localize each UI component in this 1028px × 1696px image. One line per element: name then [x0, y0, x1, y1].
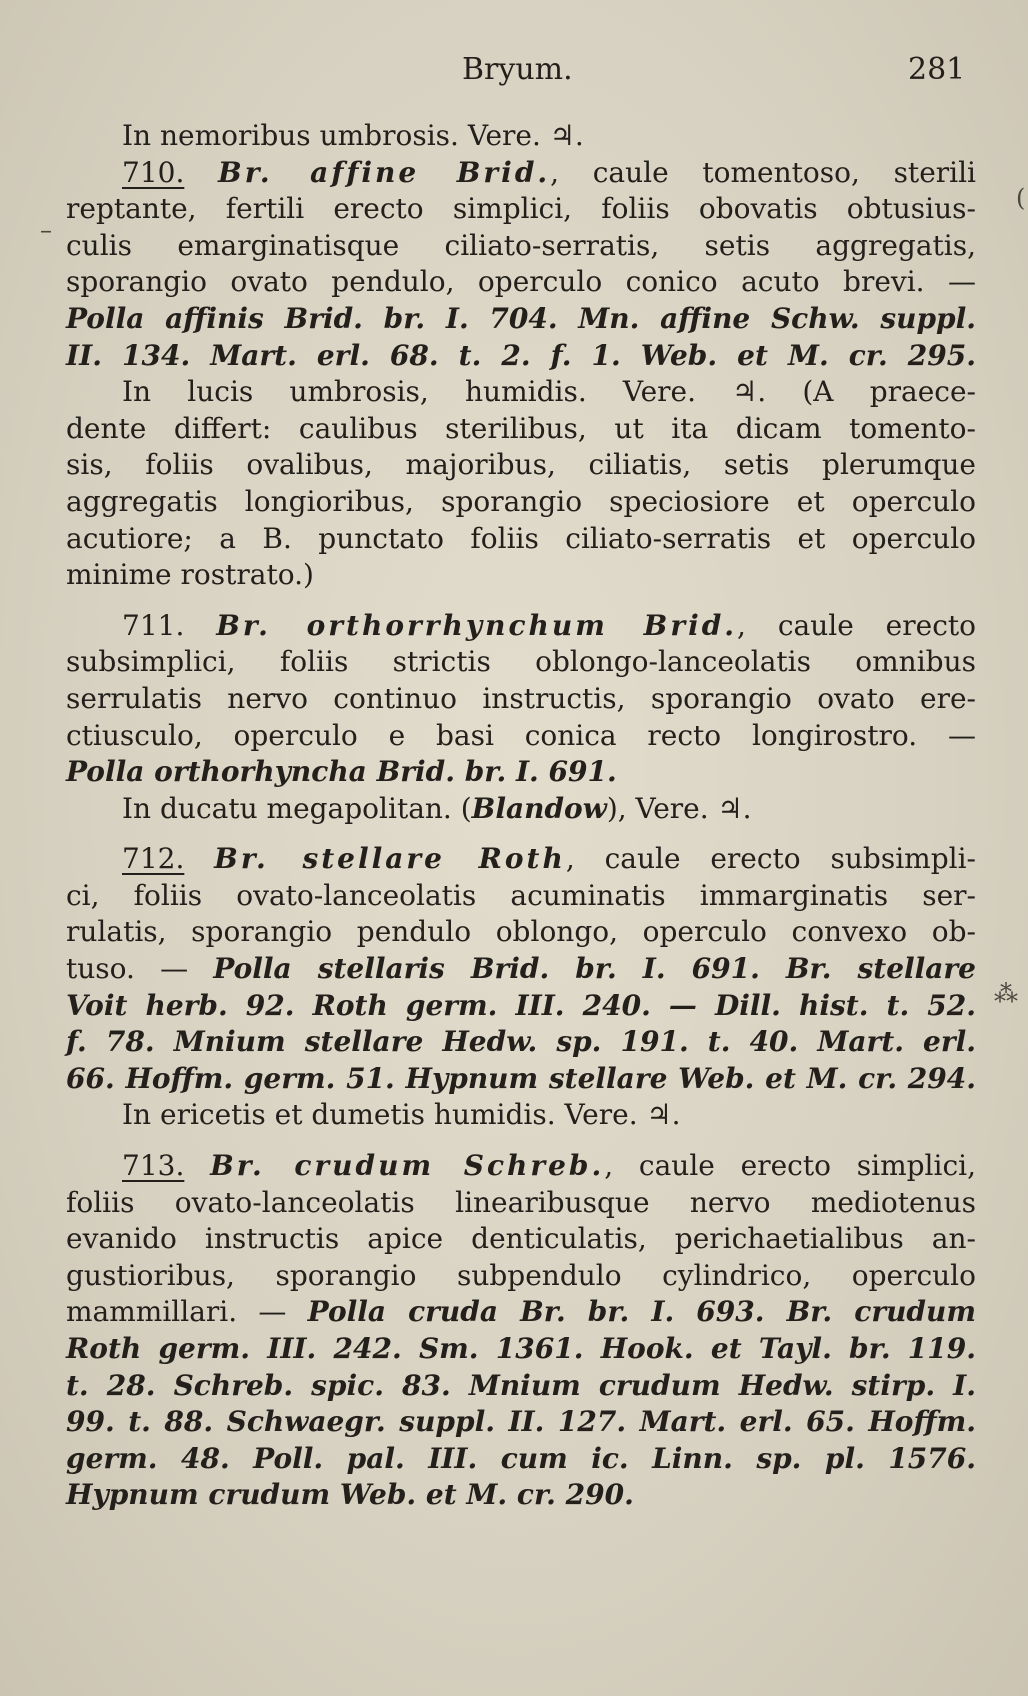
text-span: , caule erecto simplici, — [604, 1149, 976, 1183]
text-line: dente differt: caulibus sterilibus, ut ita dicam tomento- — [66, 411, 976, 445]
text-line: foliis ovato-lanceolatis linearibusque nervo mediotenus — [66, 1185, 976, 1219]
text-line: subsimplici, foliis strictis oblongo-lanceolatis omnibus — [66, 645, 976, 679]
text-line — [66, 951, 976, 988]
citation-line: t. 28. Schreb. spic. 83. Mnium crudum Hedw. stirp. I. — [66, 1368, 976, 1402]
text-line — [66, 791, 976, 828]
entry-number: 710. — [122, 155, 185, 189]
citation-line: Polla orthorhyncha Brid. br. I. 691. — [66, 755, 617, 789]
text-line: minime rostrato.) — [66, 558, 314, 592]
citation-line: Voit herb. 92. Roth germ. III. 240. — Dill. hist. t. 52. — [66, 988, 976, 1022]
margin-mark: ( — [1016, 184, 1026, 212]
entry-header-713 — [66, 1148, 976, 1185]
text-line: acutiore; a B. punctato foliis ciliato-serratis et operculo — [66, 521, 976, 555]
margin-dash: – — [40, 216, 52, 244]
entry-number: 712. — [122, 842, 185, 876]
text-line: ci, foliis ovato-lanceolatis acuminatis immarginatis ser- — [66, 878, 976, 912]
entry-number: 713. — [122, 1149, 185, 1183]
text-body — [66, 118, 976, 1514]
text-line: sis, foliis ovalibus, majoribus, ciliatis, setis plerumque — [66, 448, 976, 482]
running-title: Bryum. — [462, 52, 573, 87]
entry-header-711 — [66, 608, 976, 645]
page-header — [0, 52, 1028, 92]
citation-span: Polla stellaris Brid. br. I. 691. Br. stellare — [213, 952, 976, 986]
text-span: ), Vere. ♃. — [606, 791, 752, 825]
citation-line: germ. 48. Poll. pal. III. cum ic. Linn. sp. pl. 1576. — [66, 1441, 976, 1475]
citation-line: 99. t. 88. Schwaegr. suppl. II. 127. Mart. erl. 65. Hoffm. — [66, 1405, 976, 1439]
text-line: In nemoribus umbrosis. Vere. ♃. — [122, 119, 584, 152]
citation-line: 66. Hoffm. germ. 51. Hypnum stellare Web. et M. cr. 294. — [66, 1061, 976, 1095]
text-line: gustioribus, sporangio subpendulo cylindrico, operculo — [66, 1258, 976, 1292]
citation-line: Roth germ. III. 242. Sm. 1361. Hook. et Tayl. br. 119. — [66, 1332, 976, 1365]
citation-line: Hypnum crudum Web. et M. cr. 290. — [66, 1478, 634, 1512]
text-line: In lucis umbrosis, humidis. Vere. ♃. (A praece- — [122, 375, 976, 409]
margin-mark: ⁂ — [994, 980, 1018, 1008]
text-line: culis emarginatisque ciliato-serratis, setis aggregatis, — [66, 228, 976, 262]
entry-header-712 — [66, 841, 976, 878]
text-span: mammillari. — — [66, 1295, 308, 1329]
text-span: , caule erecto — [737, 608, 977, 642]
species-name: Br. crudum Schreb. — [210, 1149, 605, 1183]
text-line: evanido instructis apice denticulatis, perichaetialibus an- — [66, 1222, 976, 1256]
entry-header-710 — [66, 155, 976, 192]
species-name: Br. stellare Roth — [214, 842, 566, 876]
text-line: reptante, fertili erecto simplici, foliis obovatis obtusius- — [66, 192, 976, 226]
species-name: Br. orthorrhynchum Brid. — [216, 608, 738, 642]
collector-name: Blandow — [471, 791, 607, 825]
text-span: tuso. — — [66, 952, 214, 986]
text-line: rulatis, sporangio pendulo oblongo, operculo convexo ob- — [66, 915, 976, 949]
text-line: aggregatis longioribus, sporangio speciosiore et operculo — [66, 484, 976, 518]
text-span: , caule erecto subsimpli- — [565, 842, 976, 876]
entry-number: 711. — [122, 608, 185, 642]
text-line: ctiusculo, operculo e basi conica recto longirostro. — — [66, 718, 976, 752]
text-span: , caule tomentoso, sterili — [550, 155, 977, 189]
text-line: sporangio ovato pendulo, operculo conico acuto brevi. — — [66, 265, 976, 299]
citation-span: Polla cruda Br. br. I. 693. Br. crudum — [307, 1295, 976, 1329]
species-name: Br. affine Brid. — [218, 155, 551, 189]
page-number: 281 — [908, 52, 966, 87]
text-line — [66, 1294, 976, 1331]
text-line: serrulatis nervo continuo instructis, sporangio ovato ere- — [66, 681, 976, 715]
text-span: In ducatu megapolitan. ( — [122, 791, 472, 825]
text-line: In ericetis et dumetis humidis. Vere. ♃. — [122, 1098, 681, 1132]
citation-line: f. 78. Mnium stellare Hedw. sp. 191. t. 40. Mart. erl. — [66, 1025, 976, 1059]
citation-line: II. 134. Mart. erl. 68. t. 2. f. 1. Web. et M. cr. 295. — [66, 338, 976, 372]
citation-line: Polla affinis Brid. br. I. 704. Mn. affine Schw. suppl. — [66, 301, 976, 335]
